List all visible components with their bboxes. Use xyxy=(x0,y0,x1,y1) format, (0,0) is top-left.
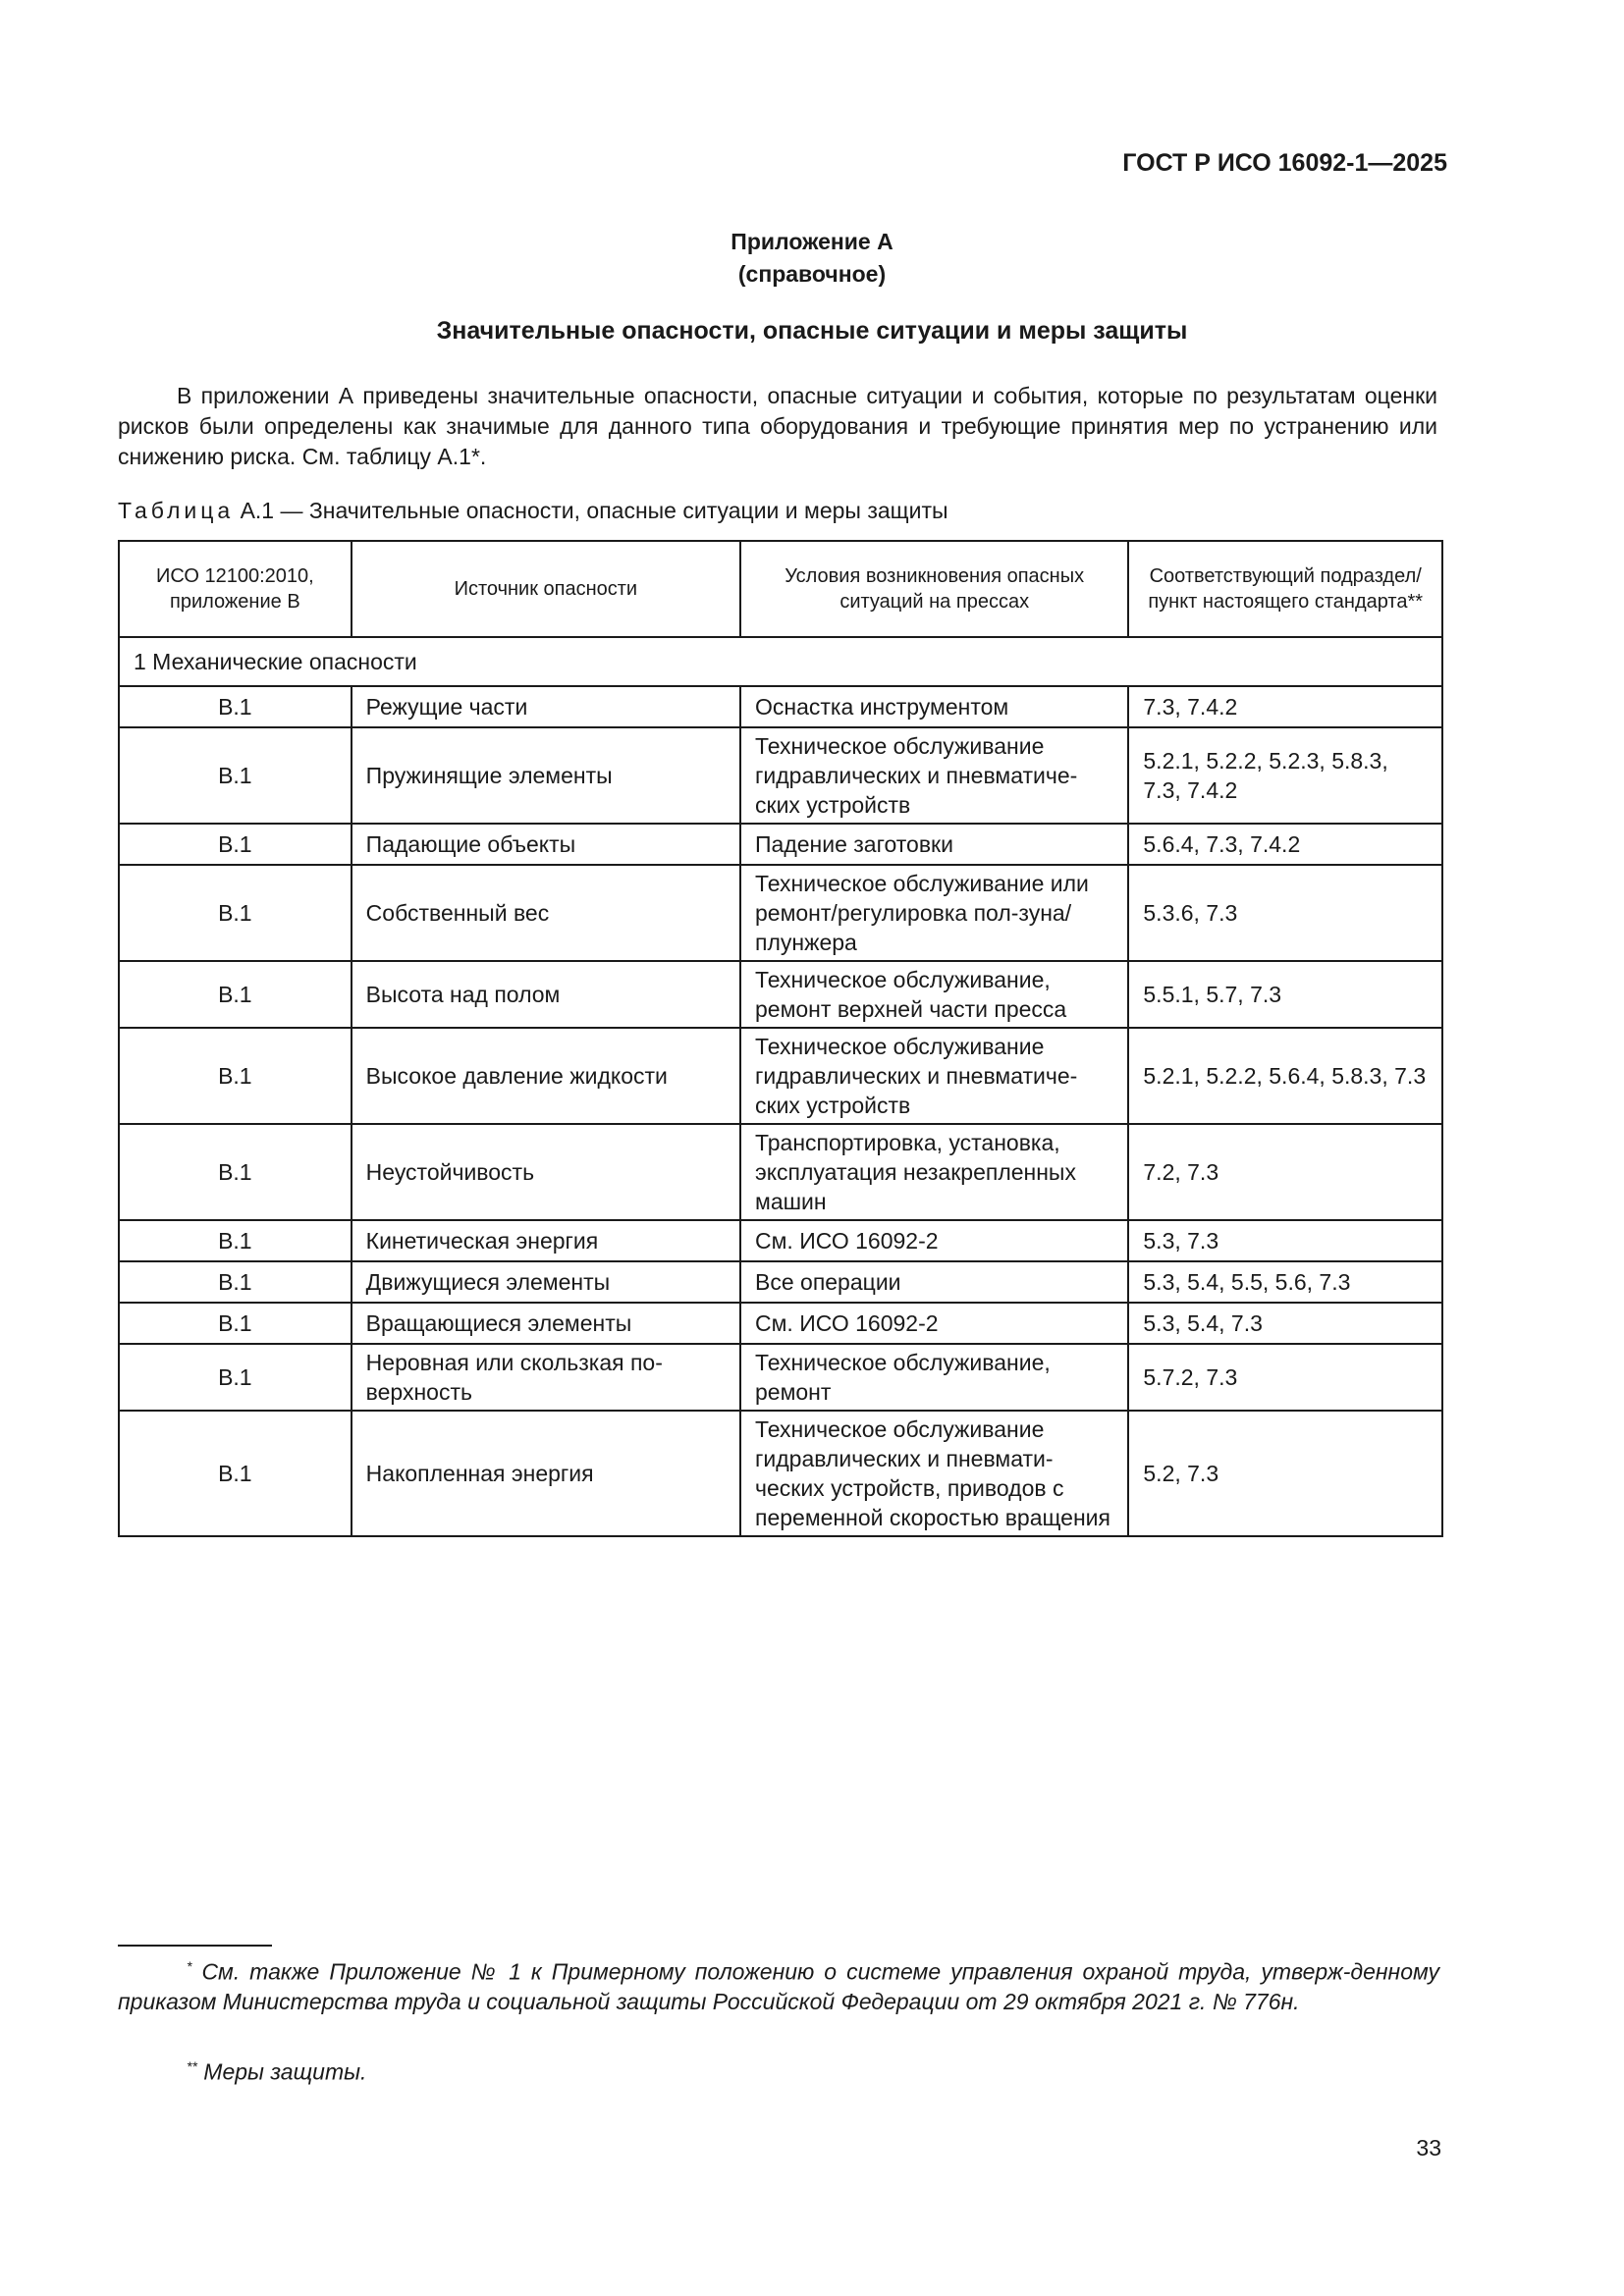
table-row xyxy=(119,1028,1442,1124)
cell-iso-ref: В.1 xyxy=(119,1124,352,1220)
cell-iso-ref: В.1 xyxy=(119,1344,352,1411)
section-row xyxy=(119,637,1442,686)
cell-hazard-source: Высота над полом xyxy=(352,961,740,1028)
intro-paragraph: В приложении А приведены значительные опасности, опасные ситуации и события, которые по результатам оценки рисков были определены как значимые для данного типа оборудования и требующие принятия мер по устранению или снижению риска. См. таблицу А.1*. xyxy=(118,383,1437,469)
table-row xyxy=(119,727,1442,824)
section-title: 1 Механические опасности xyxy=(119,637,1442,686)
cell-hazard-source: Падающие объекты xyxy=(352,824,740,865)
cell-iso-ref: В.1 xyxy=(119,865,352,961)
table-caption-label: Таблица xyxy=(118,498,235,523)
table-caption-text: А.1 — Значительные опасности, опасные ситуации и меры защиты xyxy=(240,498,948,523)
cell-clause: 5.5.1, 5.7, 7.3 xyxy=(1128,961,1442,1028)
document-code: ГОСТ Р ИСО 16092-1—2025 xyxy=(1122,149,1447,177)
page-number: 33 xyxy=(1416,2135,1441,2161)
table-row xyxy=(119,1261,1442,1303)
cell-iso-ref: В.1 xyxy=(119,961,352,1028)
table-header-row xyxy=(119,541,1442,637)
cell-conditions: См. ИСО 16092-2 xyxy=(740,1303,1128,1344)
header-iso-ref: ИСО 12100:2010, приложение В xyxy=(119,541,352,637)
header-hazard-source: Источник опасности xyxy=(352,541,740,637)
cell-conditions: Все операции xyxy=(740,1261,1128,1303)
footnote-1 xyxy=(118,1951,1439,2016)
header-clause: Соответствующий подраздел/пункт настоящего стандарта** xyxy=(1128,541,1442,637)
cell-hazard-source: Вращающиеся элементы xyxy=(352,1303,740,1344)
cell-clause: 5.2.1, 5.2.2, 5.6.4, 5.8.3, 7.3 xyxy=(1128,1028,1442,1124)
cell-hazard-source: Накопленная энергия xyxy=(352,1411,740,1536)
table-row xyxy=(119,1124,1442,1220)
cell-iso-ref: В.1 xyxy=(119,824,352,865)
cell-clause: 5.3, 7.3 xyxy=(1128,1220,1442,1261)
cell-clause: 5.3, 5.4, 5.5, 5.6, 7.3 xyxy=(1128,1261,1442,1303)
table-row xyxy=(119,1303,1442,1344)
cell-iso-ref: В.1 xyxy=(119,686,352,727)
footnote-2 xyxy=(118,2052,1439,2087)
cell-hazard-source: Неровная или скользкая по-верхность xyxy=(352,1344,740,1411)
footnote-1-mark: * xyxy=(187,1958,192,1974)
header-conditions: Условия возникновения опасных ситуаций на прессах xyxy=(740,541,1128,637)
cell-conditions: Оснастка инструментом xyxy=(740,686,1128,727)
cell-conditions: Техническое обслуживание гидравлических и пневмати-ческих устройств, приводов с переменной скоростью вращения xyxy=(740,1411,1128,1536)
cell-hazard-source: Собственный вес xyxy=(352,865,740,961)
annex-heading xyxy=(0,226,1624,291)
hazards-table xyxy=(118,540,1443,1537)
cell-hazard-source: Движущиеся элементы xyxy=(352,1261,740,1303)
table-row xyxy=(119,961,1442,1028)
table-row xyxy=(119,1344,1442,1411)
cell-hazard-source: Режущие части xyxy=(352,686,740,727)
footnote-2-text: Меры защиты. xyxy=(203,2058,367,2085)
cell-hazard-source: Высокое давление жидкости xyxy=(352,1028,740,1124)
annex-label: Приложение А xyxy=(731,229,893,254)
cell-conditions: Транспортировка, установка, эксплуатация незакрепленных машин xyxy=(740,1124,1128,1220)
cell-conditions: Техническое обслуживание, ремонт верхней части пресса xyxy=(740,961,1128,1028)
cell-hazard-source: Неустойчивость xyxy=(352,1124,740,1220)
footnote-1-text: См. также Приложение № 1 к Примерному положению о системе управления охраной труда, утверж-денному приказом Министерства труда и социальной защиты Российской Федерации от 29 октября 2021 г. № 776н. xyxy=(118,1958,1440,2014)
cell-iso-ref: В.1 xyxy=(119,1411,352,1536)
cell-iso-ref: В.1 xyxy=(119,727,352,824)
cell-clause: 7.3, 7.4.2 xyxy=(1128,686,1442,727)
cell-conditions: Техническое обслуживание гидравлических и пневматиче-ских устройств xyxy=(740,727,1128,824)
cell-clause: 5.2.1, 5.2.2, 5.2.3, 5.8.3, 7.3, 7.4.2 xyxy=(1128,727,1442,824)
table-caption xyxy=(118,498,948,524)
cell-clause: 5.2, 7.3 xyxy=(1128,1411,1442,1536)
cell-iso-ref: В.1 xyxy=(119,1261,352,1303)
cell-clause: 5.6.4, 7.3, 7.4.2 xyxy=(1128,824,1442,865)
cell-conditions: Техническое обслуживание, ремонт xyxy=(740,1344,1128,1411)
cell-conditions: Падение заготовки xyxy=(740,824,1128,865)
table-row xyxy=(119,865,1442,961)
annex-title: Значительные опасности, опасные ситуации и меры защиты xyxy=(436,317,1188,345)
cell-hazard-source: Кинетическая энергия xyxy=(352,1220,740,1261)
cell-conditions: См. ИСО 16092-2 xyxy=(740,1220,1128,1261)
cell-iso-ref: В.1 xyxy=(119,1028,352,1124)
cell-hazard-source: Пружинящие элементы xyxy=(352,727,740,824)
cell-clause: 5.7.2, 7.3 xyxy=(1128,1344,1442,1411)
cell-clause: 7.2, 7.3 xyxy=(1128,1124,1442,1220)
table-row xyxy=(119,686,1442,727)
cell-clause: 5.3.6, 7.3 xyxy=(1128,865,1442,961)
table-row xyxy=(119,1411,1442,1536)
cell-clause: 5.3, 5.4, 7.3 xyxy=(1128,1303,1442,1344)
cell-conditions: Техническое обслуживание гидравлических и пневматиче-ских устройств xyxy=(740,1028,1128,1124)
table-row xyxy=(119,1220,1442,1261)
footnote-2-mark: ** xyxy=(187,2058,197,2074)
footnote-divider xyxy=(118,1945,272,1947)
annex-type: (справочное) xyxy=(737,261,887,287)
table-row xyxy=(119,824,1442,865)
cell-conditions: Техническое обслуживание или ремонт/регулировка пол-зуна/плунжера xyxy=(740,865,1128,961)
cell-iso-ref: В.1 xyxy=(119,1303,352,1344)
cell-iso-ref: В.1 xyxy=(119,1220,352,1261)
